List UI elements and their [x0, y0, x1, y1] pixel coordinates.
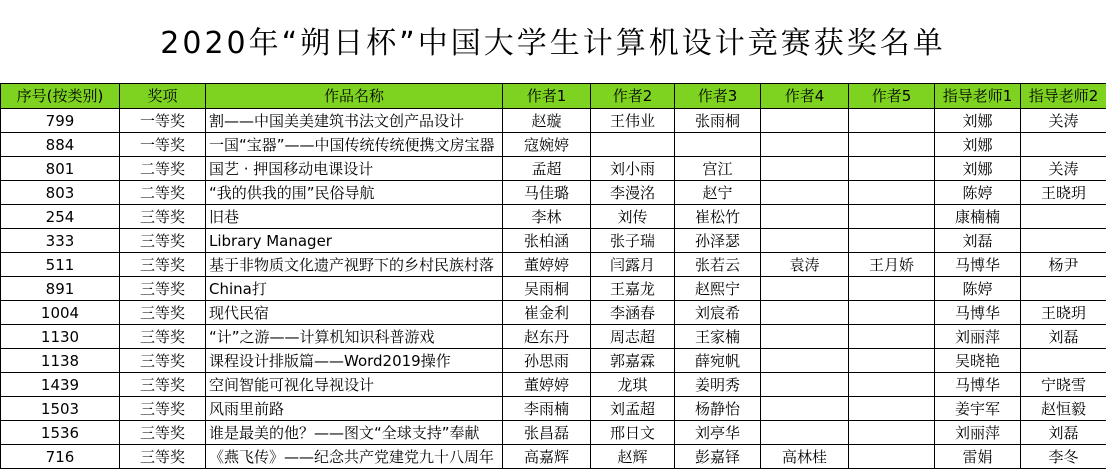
- table-cell: 刘娜: [935, 133, 1021, 157]
- table-cell: 1130: [1, 325, 120, 349]
- table-cell: 王晓玥: [1021, 181, 1106, 205]
- table-cell: 一国“宝器”——中国传统传统便携文房宝器: [206, 133, 503, 157]
- table-cell: 三等奖: [120, 301, 206, 325]
- table-cell: 马佳璐: [503, 181, 591, 205]
- table-cell: 三等奖: [120, 277, 206, 301]
- table-cell: [1021, 229, 1106, 253]
- table-cell: 李雨楠: [503, 397, 591, 421]
- table-cell: 801: [1, 157, 120, 181]
- table-cell: [675, 133, 761, 157]
- table-row: [1, 253, 1106, 277]
- table-cell: Library Manager: [206, 229, 503, 253]
- table-cell: 刘娜: [935, 109, 1021, 133]
- table-cell: 三等奖: [120, 421, 206, 445]
- table-cell: 姜宇军: [935, 397, 1021, 421]
- table-cell: 孟超: [503, 157, 591, 181]
- table-cell: 吴晓艳: [935, 349, 1021, 373]
- table-cell: [761, 421, 849, 445]
- table-cell: China打: [206, 277, 503, 301]
- table-cell: 三等奖: [120, 205, 206, 229]
- table-cell: 刘亭华: [675, 421, 761, 445]
- table-cell: 袁涛: [761, 253, 849, 277]
- table-cell: 刘娜: [935, 157, 1021, 181]
- table-cell: 254: [1, 205, 120, 229]
- table-cell: 刘宸希: [675, 301, 761, 325]
- table-cell: 张若云: [675, 253, 761, 277]
- table-cell: 三等奖: [120, 253, 206, 277]
- table-cell: 1503: [1, 397, 120, 421]
- table-cell: [849, 133, 935, 157]
- table-cell: 张昌磊: [503, 421, 591, 445]
- table-cell: 邢日文: [591, 421, 675, 445]
- table-cell: [761, 325, 849, 349]
- table-row: [1, 229, 1106, 253]
- table-cell: 三等奖: [120, 229, 206, 253]
- table-cell: [761, 301, 849, 325]
- table-cell: 张柏涵: [503, 229, 591, 253]
- table-cell: 吴雨桐: [503, 277, 591, 301]
- table-cell: 国艺 · 押国移动电课设计: [206, 157, 503, 181]
- table-cell: [761, 157, 849, 181]
- table-cell: 884: [1, 133, 120, 157]
- column-header: 奖项: [120, 84, 206, 109]
- table-cell: 1536: [1, 421, 120, 445]
- table-cell: 现代民宿: [206, 301, 503, 325]
- table-cell: 李涵春: [591, 301, 675, 325]
- header-row: [1, 84, 1106, 109]
- table-row: [1, 301, 1106, 325]
- table-cell: [1021, 277, 1106, 301]
- table-cell: 三等奖: [120, 445, 206, 469]
- column-header: 指导老师2: [1021, 84, 1106, 109]
- table-cell: [1021, 205, 1106, 229]
- table-cell: 赵辉: [591, 445, 675, 469]
- table-cell: 张子瑞: [591, 229, 675, 253]
- table-cell: 891: [1, 277, 120, 301]
- table-cell: [1021, 133, 1106, 157]
- table-cell: [849, 109, 935, 133]
- table-cell: 课程设计排版篇——Word2019操作: [206, 349, 503, 373]
- table-cell: [761, 349, 849, 373]
- table-cell: 赵东丹: [503, 325, 591, 349]
- table-cell: [849, 157, 935, 181]
- table-cell: 1439: [1, 373, 120, 397]
- table-row: [1, 133, 1106, 157]
- table-cell: 杨静怡: [675, 397, 761, 421]
- table-cell: 803: [1, 181, 120, 205]
- table-cell: 1004: [1, 301, 120, 325]
- table-cell: 刘传: [591, 205, 675, 229]
- table-row: [1, 205, 1106, 229]
- table-cell: 董婷婷: [503, 373, 591, 397]
- table-row: [1, 277, 1106, 301]
- table-cell: 陈婷: [935, 181, 1021, 205]
- table-cell: [849, 397, 935, 421]
- table-row: [1, 325, 1106, 349]
- table-cell: 风雨里前路: [206, 397, 503, 421]
- table-row: [1, 349, 1106, 373]
- table-cell: 511: [1, 253, 120, 277]
- table-cell: [849, 373, 935, 397]
- table-cell: 王月娇: [849, 253, 935, 277]
- table-cell: 崔松竹: [675, 205, 761, 229]
- table-cell: 王家楠: [675, 325, 761, 349]
- table-cell: 彭嘉铎: [675, 445, 761, 469]
- table-cell: [849, 277, 935, 301]
- table-cell: 高嘉辉: [503, 445, 591, 469]
- column-header: 序号(按类别): [1, 84, 120, 109]
- table-cell: [849, 421, 935, 445]
- table-cell: [849, 229, 935, 253]
- table-cell: 王伟业: [591, 109, 675, 133]
- table-cell: 刘丽萍: [935, 325, 1021, 349]
- table-cell: [591, 133, 675, 157]
- table-cell: [761, 277, 849, 301]
- table-cell: 赵恒毅: [1021, 397, 1106, 421]
- table-cell: 三等奖: [120, 325, 206, 349]
- table-cell: 李林: [503, 205, 591, 229]
- table-cell: 康楠楠: [935, 205, 1021, 229]
- table-cell: [761, 229, 849, 253]
- column-header: 作者2: [591, 84, 675, 109]
- table-cell: 赵璇: [503, 109, 591, 133]
- table-cell: 赵熙宁: [675, 277, 761, 301]
- table-cell: 薛宛帆: [675, 349, 761, 373]
- table-cell: 一等奖: [120, 109, 206, 133]
- table-cell: 郭嘉霖: [591, 349, 675, 373]
- table-cell: 雷娟: [935, 445, 1021, 469]
- table-cell: 孙思雨: [503, 349, 591, 373]
- table-cell: 关涛: [1021, 109, 1106, 133]
- table-cell: 三等奖: [120, 397, 206, 421]
- table-row: [1, 445, 1106, 469]
- table-cell: 马博华: [935, 373, 1021, 397]
- table-cell: [849, 445, 935, 469]
- table-row: [1, 373, 1106, 397]
- table-cell: 333: [1, 229, 120, 253]
- table-cell: 刘丽萍: [935, 421, 1021, 445]
- table-cell: 宁晓雪: [1021, 373, 1106, 397]
- table-cell: 基于非物质文化遗产视野下的乡村民族村落: [206, 253, 503, 277]
- table-cell: 王晓玥: [1021, 301, 1106, 325]
- table-cell: 《燕飞传》——纪念共产党建党九十八周年: [206, 445, 503, 469]
- sheet-title: 2020年“朔日杯”中国大学生计算机设计竞赛获奖名单: [0, 18, 1106, 70]
- table-cell: 关涛: [1021, 157, 1106, 181]
- table-cell: 宫江: [675, 157, 761, 181]
- table-cell: 陈婷: [935, 277, 1021, 301]
- table-row: [1, 181, 1106, 205]
- table-cell: 董婷婷: [503, 253, 591, 277]
- table-cell: [849, 349, 935, 373]
- column-header: 指导老师1: [935, 84, 1021, 109]
- column-header: 作者1: [503, 84, 591, 109]
- table-cell: 寇婉婷: [503, 133, 591, 157]
- column-header: 作者4: [761, 84, 849, 109]
- table-cell: 赵宁: [675, 181, 761, 205]
- award-table: [0, 83, 1106, 469]
- table-cell: [761, 133, 849, 157]
- table-cell: [849, 325, 935, 349]
- table-cell: 一等奖: [120, 133, 206, 157]
- table-cell: [849, 301, 935, 325]
- table-cell: 李漫洺: [591, 181, 675, 205]
- table-cell: [761, 373, 849, 397]
- table-cell: [849, 205, 935, 229]
- table-row: [1, 157, 1106, 181]
- table-cell: 张雨桐: [675, 109, 761, 133]
- table-cell: [761, 181, 849, 205]
- column-header: 作者3: [675, 84, 761, 109]
- table-cell: 刘磊: [935, 229, 1021, 253]
- table-cell: 716: [1, 445, 120, 469]
- table-cell: 三等奖: [120, 373, 206, 397]
- table-cell: 崔金利: [503, 301, 591, 325]
- table-row: [1, 109, 1106, 133]
- column-header: 作品名称: [206, 84, 503, 109]
- table-cell: 闫露月: [591, 253, 675, 277]
- table-cell: 马博华: [935, 253, 1021, 277]
- table-row: [1, 421, 1106, 445]
- table-cell: 刘小雨: [591, 157, 675, 181]
- table-cell: 李冬: [1021, 445, 1106, 469]
- table-cell: 刘孟超: [591, 397, 675, 421]
- table-cell: 二等奖: [120, 157, 206, 181]
- table-cell: 799: [1, 109, 120, 133]
- table-cell: 周志超: [591, 325, 675, 349]
- table-cell: 龙琪: [591, 373, 675, 397]
- table-cell: 孙泽瑟: [675, 229, 761, 253]
- table-cell: 1138: [1, 349, 120, 373]
- table-cell: 旧巷: [206, 205, 503, 229]
- table-cell: “计”之游——计算机知识科普游戏: [206, 325, 503, 349]
- table-row: [1, 397, 1106, 421]
- table-cell: 高林桂: [761, 445, 849, 469]
- table-cell: 三等奖: [120, 349, 206, 373]
- table-cell: 二等奖: [120, 181, 206, 205]
- table-cell: [1021, 349, 1106, 373]
- table-cell: 割——中国美美建筑书法文创产品设计: [206, 109, 503, 133]
- table-cell: 姜明秀: [675, 373, 761, 397]
- table-cell: 刘磊: [1021, 421, 1106, 445]
- table-cell: [761, 109, 849, 133]
- column-header: 作者5: [849, 84, 935, 109]
- table-cell: “我的供我的围”民俗导航: [206, 181, 503, 205]
- table-cell: 马博华: [935, 301, 1021, 325]
- table-cell: 空间智能可视化导视设计: [206, 373, 503, 397]
- table-cell: 王嘉龙: [591, 277, 675, 301]
- table-cell: 谁是最美的他？——图文“全球支持”奉献: [206, 421, 503, 445]
- table-cell: [849, 181, 935, 205]
- table-cell: 刘磊: [1021, 325, 1106, 349]
- table-cell: [761, 397, 849, 421]
- table-cell: [761, 205, 849, 229]
- table-cell: 杨尹: [1021, 253, 1106, 277]
